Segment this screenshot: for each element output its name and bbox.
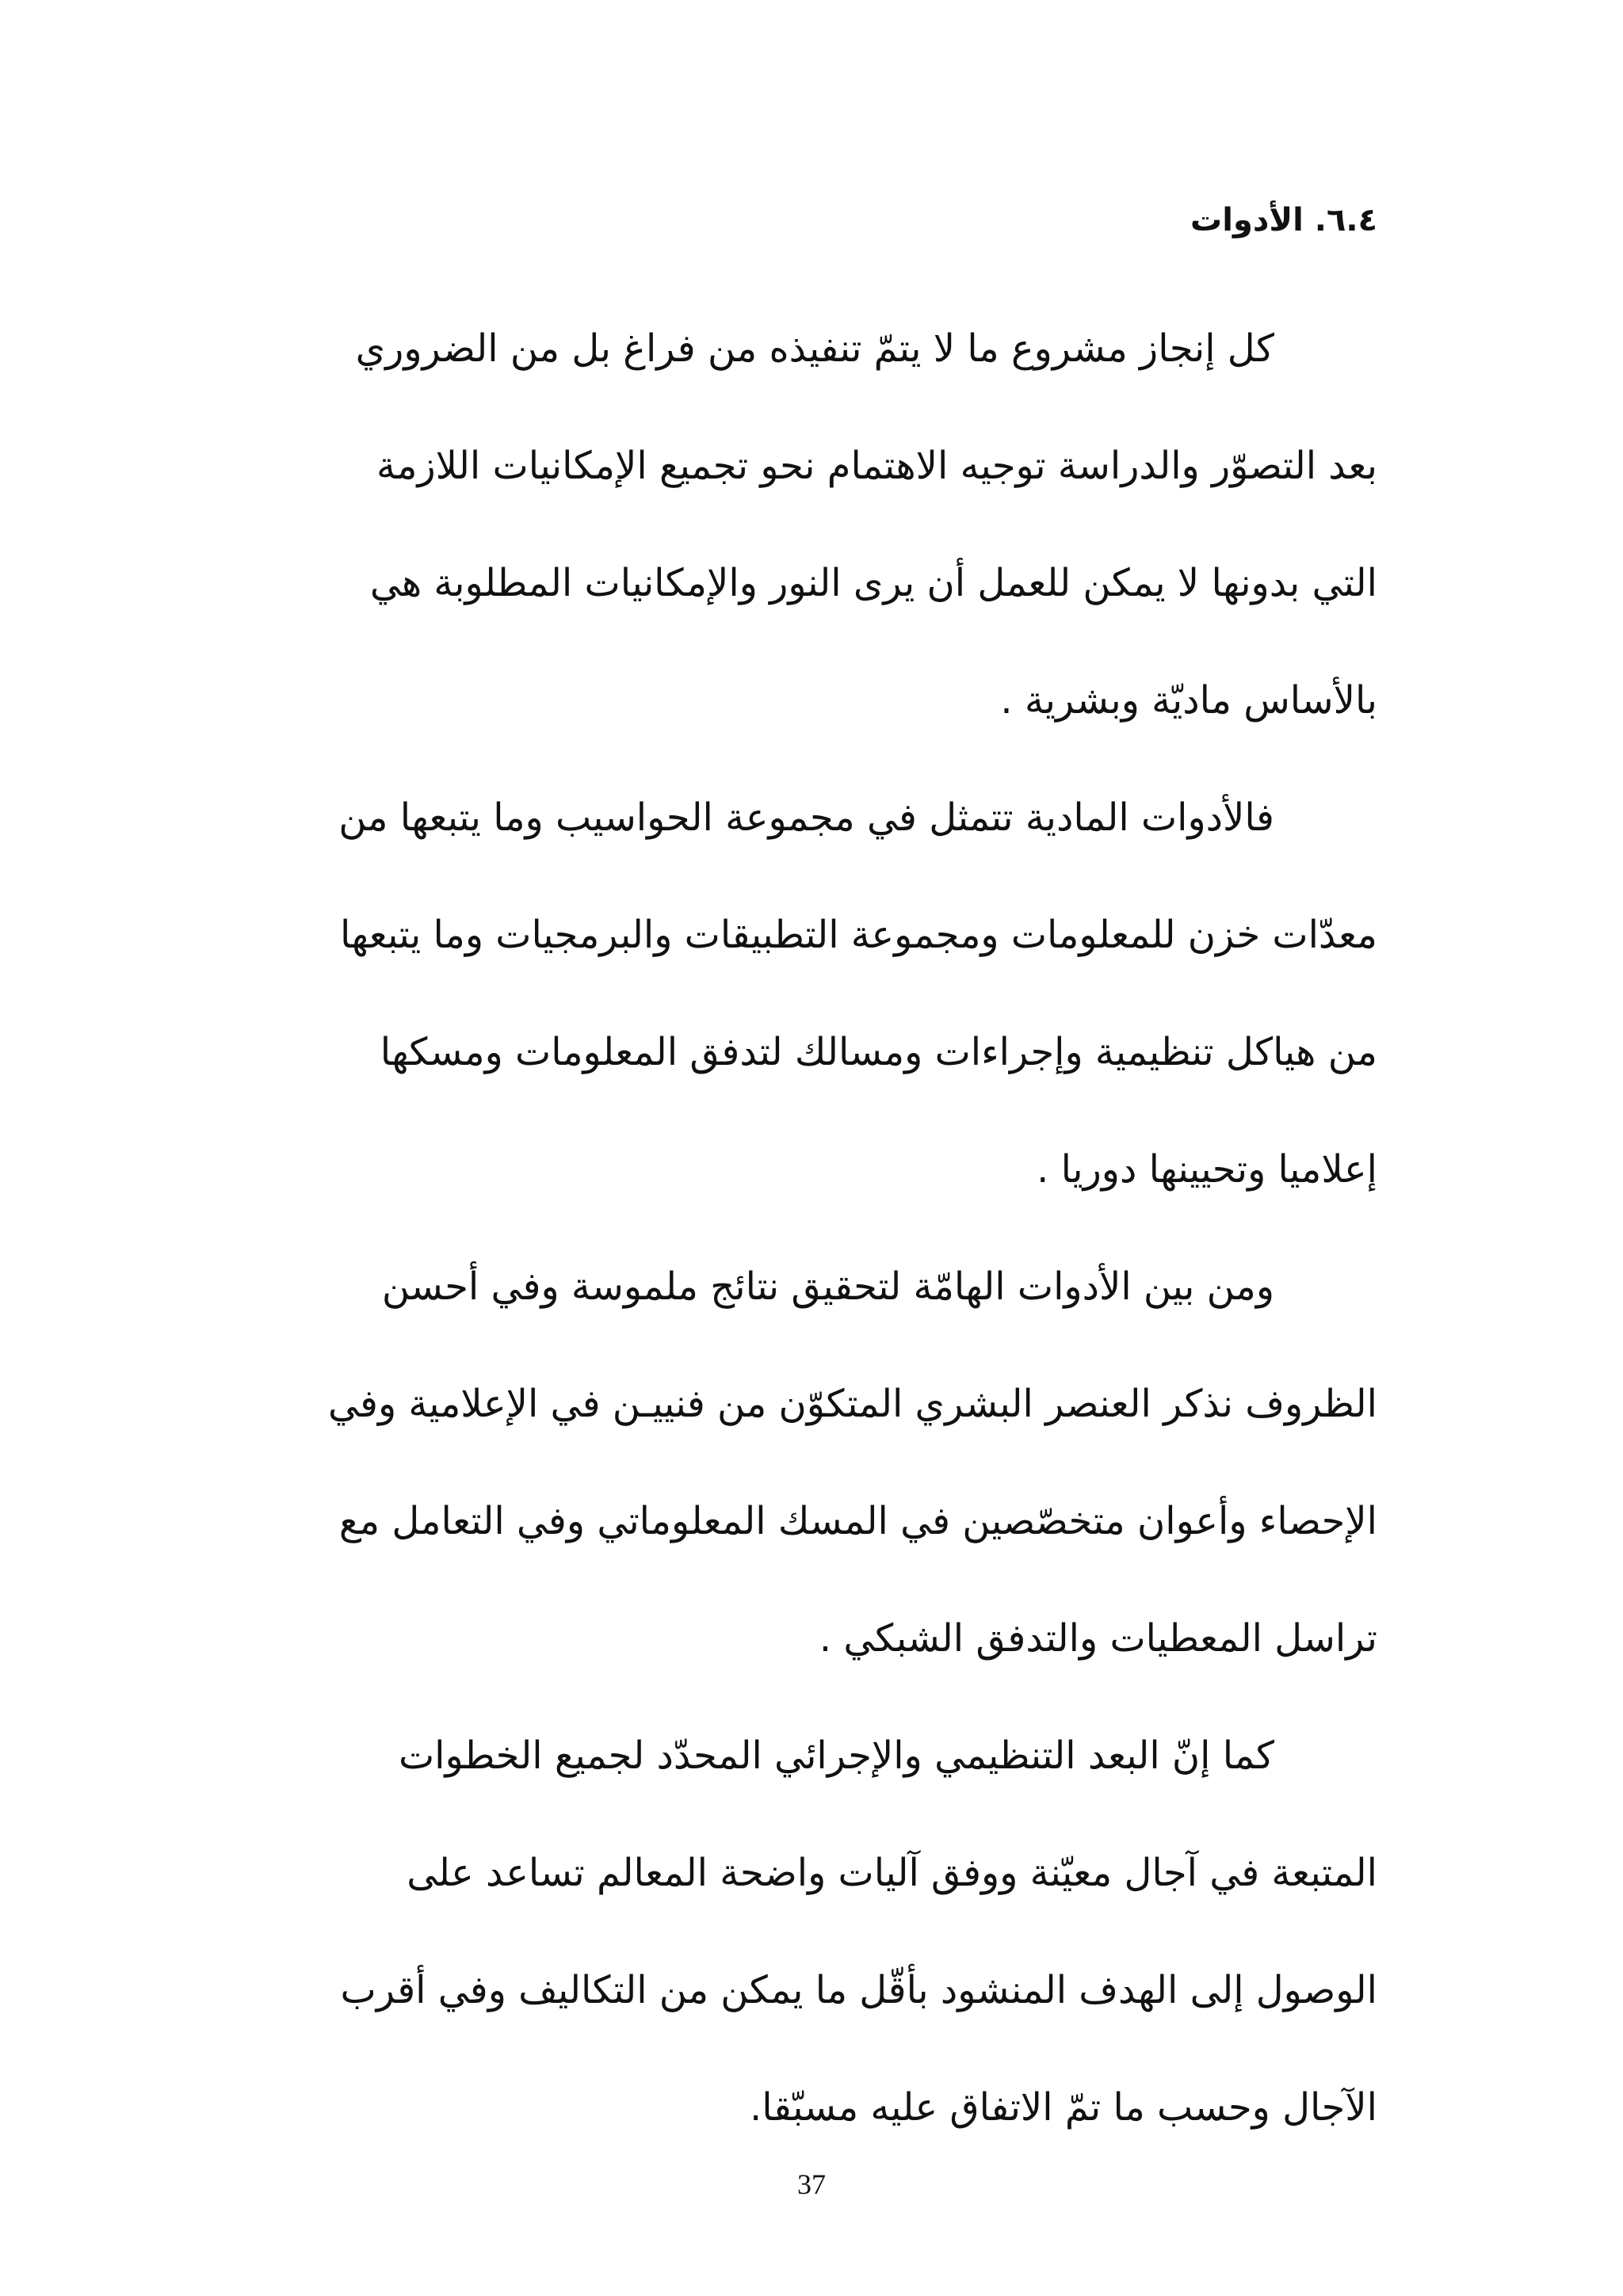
paragraph-line: بالأساس ماديّة وبشرية . [1000, 678, 1377, 723]
paragraph-line: إعلاميا وتحيينها دوريا . [1037, 1147, 1377, 1192]
paragraph-line: التي بدونها لا يمكن للعمل أن يرى النور والإمكانيات المطلوبة هي [369, 561, 1377, 605]
paragraph-line: كل إنجاز مشروع ما لا يتمّ تنفيذه من فراغ بل من الضروري [355, 326, 1274, 371]
paragraph-line: من هياكل تنظيمية وإجراءات ومسالك لتدفق المعلومات ومسكها [380, 1030, 1377, 1074]
page-number: 37 [797, 2168, 826, 2200]
paragraph-line: تراسل المعطيات والتدفق الشبكي . [819, 1616, 1377, 1661]
paragraph-line: الظروف نذكر العنصر البشري المتكوّن من فنييـن في الإعلامية وفي [327, 1382, 1377, 1426]
paragraph-line: كما إنّ البعد التنظيمي والإجرائي المحدّد لجميع الخطوات [398, 1733, 1274, 1778]
paragraph-line: بعد التصوّر والدراسة توجيه الاهتمام نحو تجميع الإمكانيات اللازمة [376, 444, 1377, 488]
paragraph-line: معدّات خزن للمعلومات ومجموعة التطبيقات والبرمجيات وما يتبعها [340, 913, 1377, 957]
paragraph-line: ومن بين الأدوات الهامّة لتحقيق نتائج ملموسة وفي أحسن [381, 1264, 1274, 1309]
paragraph-line: المتبعة في آجال معيّنة ووفق آليات واضحة المعالم تساعد على [407, 1851, 1377, 1895]
paragraph-line: الإحصاء وأعوان متخصّصين في المسك المعلوماتي وفي التعامل مع [338, 1499, 1377, 1543]
paragraph-line: الآجال وحسب ما تمّ الاتفاق عليه مسبّقا. [749, 2085, 1377, 2130]
paragraph-line: فالأدوات المادية تتمثل في مجموعة الحواسيب وما يتبعها من [338, 795, 1274, 840]
paragraph-line: الوصول إلى الهدف المنشود بأقّل ما يمكن من التكاليف وفي أقرب [340, 1968, 1377, 2012]
section-heading: ٦.٤. الأدوات [1190, 202, 1377, 238]
